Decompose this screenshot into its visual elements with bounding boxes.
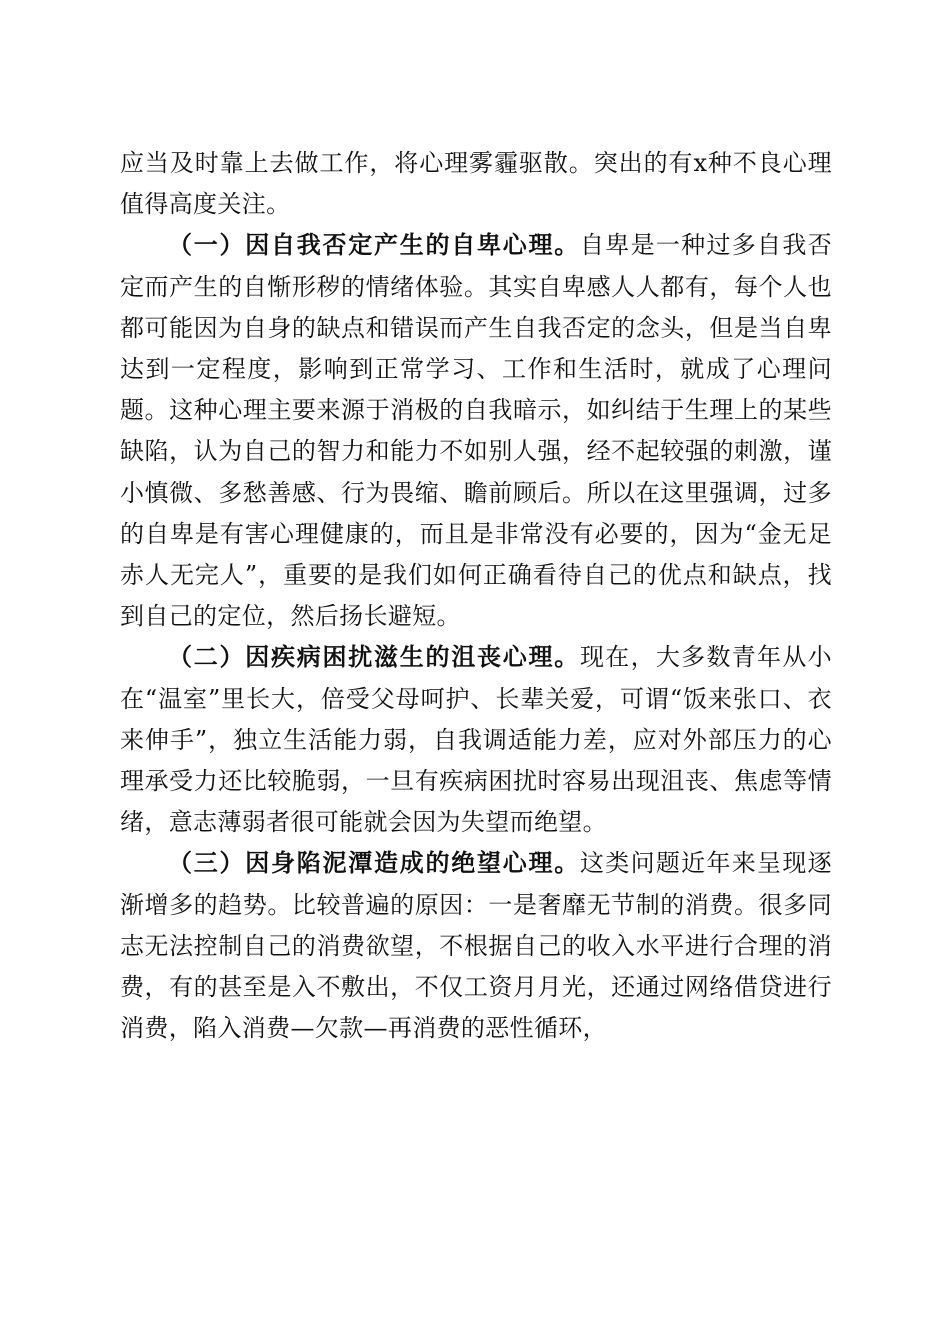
section-3-heading: （三）因身陷泥潭造成的绝望心理。 xyxy=(168,849,580,878)
paragraph-intro-text: 应当及时靠上去做工作，将心理雾霾驱散。突出的有x种不良心理值得高度关注。 xyxy=(120,149,832,219)
paragraph-section-2 xyxy=(120,637,832,843)
paragraph-intro xyxy=(120,143,832,225)
document-body xyxy=(120,143,832,1049)
section-2-text: 现在，大多数青年从小在“温室”里长大，倍受父母呵护、长辈关爱，可谓“饭来张口、衣来伸手”，独立生活能力弱，自我调适能力差，应对外部压力的心理承受力还比较脆弱，一旦有疾病困扰时容易出现沮丧、焦虑等情绪，意志薄弱者很可能就会因为失望而绝望。 xyxy=(120,643,832,837)
section-1-text: 自卑是一种过多自我否定而产生的自惭形秽的情绪体验。其实自卑感人人都有，每个人也都可能因为自身的缺点和错误而产生自我否定的念头，但是当自卑达到一定程度，影响到正常学习、工作和生活时，就成了心理问题。这种心理主要来源于消极的自我暗示，如纠结于生理上的某些缺陷，认为自己的智力和能力不如别人强，经不起较强的刺激，谨小慎微、多愁善感、行为畏缩、瞻前顾后。所以在这里强调，过多的自卑是有害心理健康的，而且是非常没有必要的，因为“金无足赤人无完人”，重要的是我们如何正确看待自己的优点和缺点，找到自己的定位，然后扬长避短。 xyxy=(120,231,832,631)
section-2-heading: （二）因疾病困扰滋生的沮丧心理。 xyxy=(168,643,580,672)
section-1-heading: （一）因自我否定产生的自卑心理。 xyxy=(168,231,580,260)
paragraph-section-3 xyxy=(120,843,832,1049)
section-3-text: 这类问题近年来呈现逐渐增多的趋势。比较普遍的原因：一是奢靡无节制的消费。很多同志无法控制自己的消费欲望，不根据自己的收入水平进行合理的消费，有的甚至是入不敷出，不仅工资月月光，还通过网络借贷进行消费，陷入消费—欠款—再消费的恶性循环， xyxy=(120,849,832,1043)
paragraph-section-1 xyxy=(120,225,832,637)
